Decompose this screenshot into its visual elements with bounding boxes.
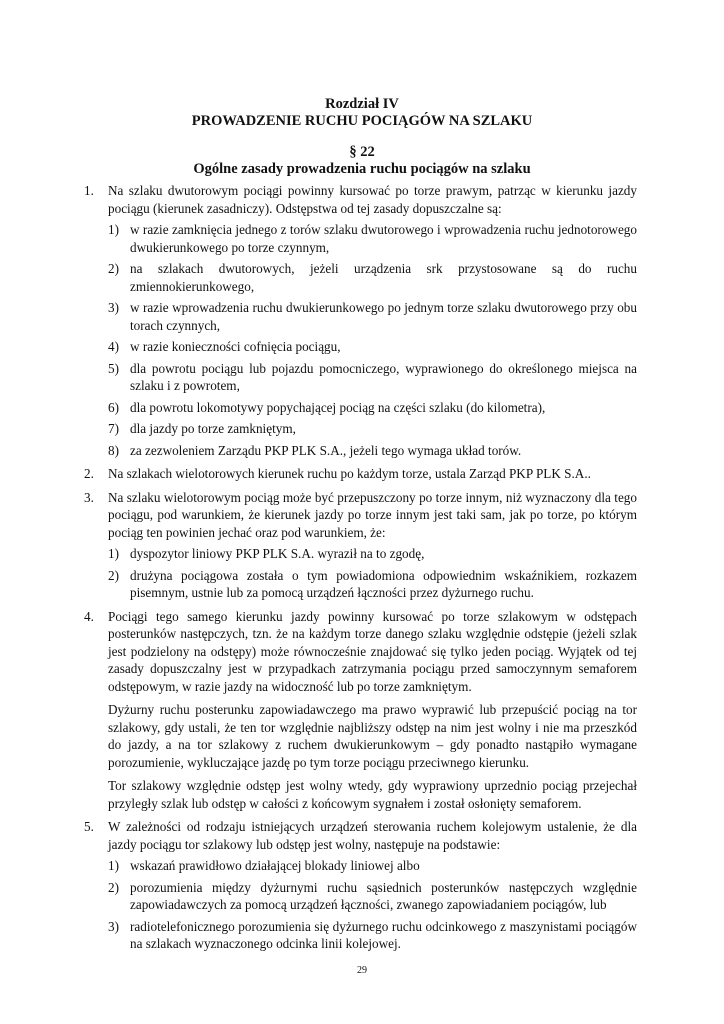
sub-item [84, 545, 637, 563]
sub-item [84, 299, 637, 334]
sub-item [84, 399, 637, 417]
sub-item [84, 857, 637, 875]
sub-item-number: 7) [108, 421, 119, 436]
sub-item-number: 1) [108, 546, 119, 561]
sub-item [84, 221, 637, 256]
document-body [84, 182, 637, 953]
item-number: 4. [84, 608, 94, 624]
sub-item-text: dla jazdy po torze zamkniętym, [130, 421, 296, 436]
item-text: W zależności od rodzaju istniejących urządzeń sterowania ruchem kolejowym ustalenie, że dla jazdy pociągu tor szlakowy lub odstęp jest wolny, następuje na podstawie: [108, 819, 637, 852]
sub-item-text: drużyna pociągowa została o tym powiadomiona odpowiednim wskaźnikiem, rozkazem pisemnym, ustnie lub za pomocą urządzeń łączności przez dyżurnego ruchu. [130, 567, 637, 600]
section-number: § 22 [349, 144, 375, 160]
sub-item-number: 4) [108, 339, 119, 354]
sub-item [84, 360, 637, 395]
sub-item-text: dla powrotu lokomotywy popychającej pociąg na części szlaku (do kilometra), [130, 399, 546, 415]
sub-item-number: 1) [108, 222, 119, 237]
sub-item [84, 879, 637, 914]
sub-item-number: 3) [108, 300, 119, 315]
sub-item-number: 8) [108, 442, 119, 458]
item-text: Pociągi tego samego kierunku jazdy powinny kursować po torze szlakowym w odstępach posterunków następczych, tzn. że na każdym torze danego szlaku względnie odstępie (jeżeli szlak jest podzielony na odstępy) może równocześnie znajdować się tylko jeden pociąg. Wyjątek od tej zasady dopuszczalny jest w przypadkach zatrzymania pociągu przed samoczynnym semaforem odstępowym, w razie jazdy na widoczność lub po torze zamkniętym. [108, 608, 637, 694]
list-item [84, 182, 637, 217]
item-number: 3. [84, 489, 94, 505]
sub-item-number: 5) [108, 360, 119, 376]
sub-item [84, 420, 637, 438]
sub-item-text: wskazań prawidłowo działającej blokady liniowej albo [130, 858, 420, 873]
sub-item-text: radiotelefonicznego porozumienia się dyżurnego ruchu odcinkowego z maszynistami pociągów na szlakach wyznaczonego odcinka linii kolejowej. [130, 918, 637, 951]
sub-item-text: dyspozytor liniowy PKP PLK S.A. wyraził na to zgodę, [130, 546, 425, 561]
sub-item [84, 442, 637, 460]
list-item [84, 608, 637, 696]
paragraph: Tor szlakowy względnie odstęp jest wolny wtedy, gdy wyprawiony uprzednio pociąg przejechał przyległy szlak lub odstęp w całości z końcowym sygnałem i został osłonięty semaforem. [108, 778, 637, 811]
sub-item [84, 918, 637, 953]
item-number: 1. [84, 183, 94, 198]
list-item [84, 489, 637, 542]
item-number: 2. [84, 466, 94, 481]
sub-item-text: w razie wprowadzenia ruchu dwukierunkowego po jednym torze szlaku dwutorowego przy obu torach czynnych, [130, 300, 637, 333]
sub-item-text: za zezwoleniem Zarządu PKP PLK S.A., jeżeli tego wymaga układ torów. [130, 442, 522, 458]
sub-item-text: na szlakach dwutorowych, jeżeli urządzenia srk przystosowane są do ruchu zmiennokierunkowego, [130, 261, 637, 294]
list-item [84, 818, 637, 853]
item-text: Na szlakach wielotorowych kierunek ruchu po każdym torze, ustala Zarząd PKP PLK S.A.. [108, 466, 591, 481]
sub-item-text: w razie konieczności cofnięcia pociągu, [130, 339, 341, 354]
item-text: Na szlaku dwutorowym pociągi powinny kursować po torze prawym, patrząc w kierunku jazdy pociągu (kierunek zasadniczy). Odstępstwa od tej zasady dopuszczalne są: [108, 183, 637, 216]
sub-item [84, 567, 637, 602]
sub-item-text: w razie zamknięcia jednego z torów szlaku dwutorowego i wprowadzenia ruchu jednotorowego dwukierunkowego po torze czynnym, [130, 222, 637, 255]
sub-item-text: porozumienia między dyżurnymi ruchu sąsiednich posterunków następczych względnie zapowiadawczych za pomocą urządzeń łączności, zwanego zapowiadaniem pociągów, lub [130, 879, 637, 912]
item-number: 5. [84, 819, 94, 834]
sub-item-number: 2) [108, 567, 119, 583]
chapter-title: PROWADZENIE RUCHU POCIĄGÓW NA SZLAKU [191, 113, 533, 129]
sub-item-number: 6) [108, 399, 119, 415]
sub-item-number: 1) [108, 858, 119, 873]
item-text: Na szlaku wielotorowym pociąg może być przepuszczony po torze innym, niż wyznaczony dla tego pociągu, pod warunkiem, że kierunek jazdy po torze innym jest taki sam, jak po torze, po którym pociąg ten powinien jechać oraz pod warunkiem, że: [108, 489, 637, 540]
section-title: Ogólne zasady prowadzenia ruchu pociągów na szlaku [193, 161, 531, 177]
sub-item [84, 338, 637, 356]
page-number: 29 [357, 965, 367, 976]
paragraph: Dyżurny ruchu posterunku zapowiadawczego ma prawo wyprawić lub przepuścić pociąg na tor szlakowy, gdy ustali, że ten tor względnie najbliższy odstęp na nim jest wolny i nie ma przeszkód do jazdy, a na tor szlakowy z ruchem dwukierunkowym – gdy ponadto nastąpiło wymagane porozumienie, wykluczające jazdę po tym torze pociągu przeciwnego kierunku. [108, 702, 637, 770]
sub-item [84, 260, 637, 295]
sub-item-number: 2) [108, 879, 119, 895]
chapter-number: Rozdział IV [325, 96, 399, 112]
sub-item-text: dla powrotu pociągu lub pojazdu pomocniczego, wyprawionego do określonego miejsca na szlaku i z powrotem, [130, 360, 637, 393]
sub-item-number: 2) [108, 261, 119, 276]
list-item [84, 465, 637, 483]
sub-item-number: 3) [108, 918, 119, 934]
